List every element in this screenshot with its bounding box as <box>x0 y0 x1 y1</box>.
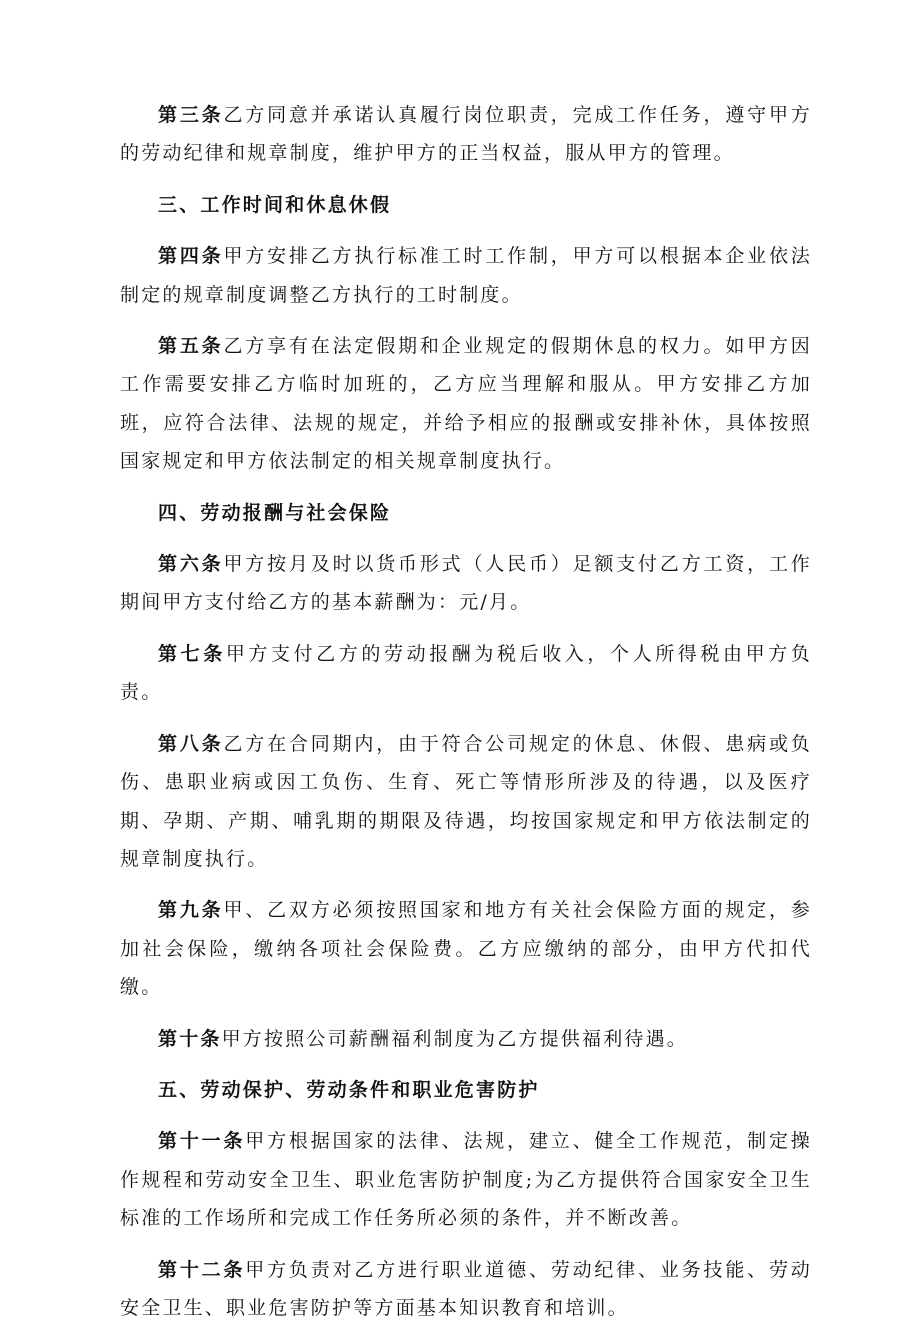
article-label: 第十条 <box>158 1027 222 1050</box>
article-label: 第九条 <box>158 899 224 922</box>
article-10 <box>120 1020 812 1058</box>
article-11 <box>120 1122 812 1237</box>
article-text: 甲方支付乙方的劳动报酬为税后收入，个人所得税由甲方负责。 <box>120 642 813 704</box>
article-text: 乙方同意并承诺认真履行岗位职责，完成工作任务，遵守甲方的劳动纪律和规章制度，维护甲方的正当权益，服从甲方的管理。 <box>120 104 812 165</box>
section-heading-4: 四、劳动报酬与社会保险 <box>158 501 392 524</box>
article-5 <box>120 327 812 481</box>
document-page <box>120 96 812 1340</box>
article-label: 第五条 <box>158 335 224 358</box>
article-label: 第三条 <box>158 104 224 126</box>
article-label: 第八条 <box>158 732 224 755</box>
article-text: 甲方根据国家的法律、法规，建立、健全工作规范，制定操作规程和劳动安全卫生、职业危害防护制度;为乙方提供符合国家安全卫生标准的工作场所和完成工作任务所必须的条件，并不断改善。 <box>120 1130 812 1230</box>
article-label: 第十二条 <box>158 1258 246 1281</box>
article-label: 第四条 <box>158 245 224 268</box>
article-text: 甲方安排乙方执行标准工时工作制，甲方可以根据本企业依法制定的规章制度调整乙方执行的工时制度。 <box>120 245 812 306</box>
article-9 <box>120 891 812 1006</box>
article-6 <box>120 545 812 622</box>
article-label: 第七条 <box>158 642 226 665</box>
section-heading-3: 三、工作时间和休息休假 <box>158 193 392 216</box>
article-8 <box>120 725 812 879</box>
article-label: 第十一条 <box>158 1130 246 1153</box>
article-7 <box>120 635 812 712</box>
article-text: 甲、乙双方必须按照国家和地方有关社会保险方面的规定，参加社会保险，缴纳各项社会保险费。乙方应缴纳的部分，由甲方代扣代缴。 <box>120 899 812 999</box>
article-text: 甲方按月及时以货币形式（人民币）足额支付乙方工资，工作期间甲方支付给乙方的基本薪酬为：元/月。 <box>120 553 812 614</box>
article-4 <box>120 237 812 314</box>
article-12 <box>120 1251 812 1328</box>
article-text: 乙方享有在法定假期和企业规定的假期休息的权力。如甲方因工作需要安排乙方临时加班的，乙方应当理解和服从。甲方安排乙方加班，应符合法律、法规的规定，并给予相应的报酬或安排补休，具体按照国家规定和甲方依法制定的相关规章制度执行。 <box>120 335 812 473</box>
section-heading-5: 五、劳动保护、劳动条件和职业危害防护 <box>158 1078 540 1101</box>
article-text: 乙方在合同期内，由于符合公司规定的休息、休假、患病或负伤、患职业病或因工负伤、生育、死亡等情形所涉及的待遇，以及医疗期、孕期、产期、哺乳期的期限及待遇，均按国家规定和甲方依法制定的规章制度执行。 <box>120 732 812 870</box>
article-label: 第六条 <box>158 553 224 576</box>
article-3 <box>120 96 812 173</box>
article-text: 甲方负责对乙方进行职业道德、劳动纪律、业务技能、劳动安全卫生、职业危害防护等方面基本知识教育和培训。 <box>120 1258 812 1319</box>
article-text: 甲方按照公司薪酬福利制度为乙方提供福利待遇。 <box>221 1027 689 1050</box>
